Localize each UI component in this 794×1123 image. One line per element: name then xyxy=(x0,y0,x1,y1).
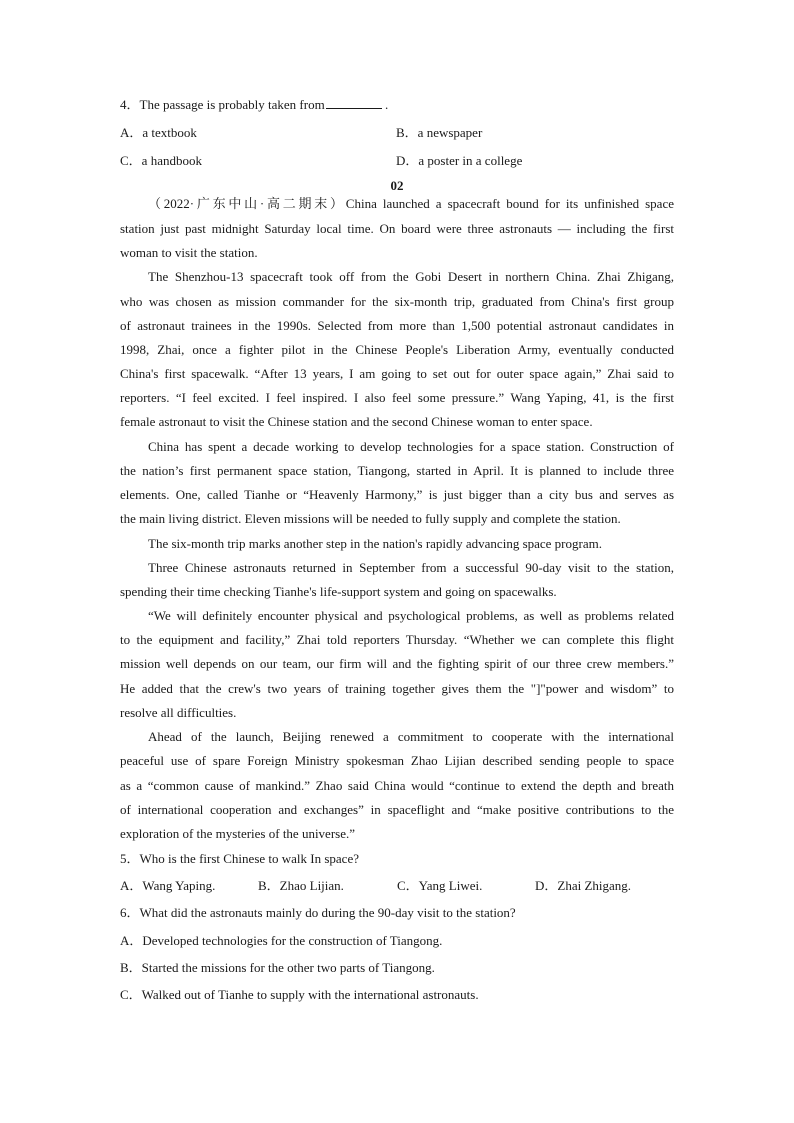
para-2-line: female astronaut to visit the Chinese station and the second Chinese woman to enter space. xyxy=(120,414,593,429)
question-5-option-d: D．Zhai Zhigang. xyxy=(535,878,632,893)
para-2-line: who was chosen as mission commander for the six-month trip, graduated from China's first group xyxy=(120,294,674,309)
question-6-option-b: B．Started the missions for the other two parts of Tiangong. xyxy=(120,960,435,975)
question-6-stem: 6．What did the astronauts mainly do during the 90-day visit to the station? xyxy=(120,905,516,920)
question-4-option-b: B．a newspaper xyxy=(396,125,483,140)
para-3-line: China has spent a decade working to develop technologies for a space station. Construction of xyxy=(148,439,674,454)
question-5-stem: 5．Who is the first Chinese to walk In space? xyxy=(120,851,359,866)
answer-blank xyxy=(326,97,382,109)
para-2-line: 1998, Zhai, once a fighter pilot in the Chinese People's Liberation Army, eventually conducted xyxy=(120,342,674,357)
para-4-line: The six-month trip marks another step in the nation's rapidly advancing space program. xyxy=(148,536,602,551)
para-3-line: the main living district. Eleven missions will be needed to fully supply and complete the station. xyxy=(120,511,621,526)
para-5-line: spending their time checking Tianhe's life-support system and going on spacewalks. xyxy=(120,584,557,599)
para-1-line: station just past midnight Saturday local time. On board were three astronauts — including the first xyxy=(120,221,674,236)
question-5-option-a: A．Wang Yaping. xyxy=(120,878,216,893)
section-number: 02 xyxy=(390,178,404,193)
question-5-option-b: B．Zhao Lijian. xyxy=(258,878,344,893)
para-6-line: mission well depends on our team, our firm will and the fighting spirit of our three crew members.” xyxy=(120,656,674,671)
para-6-line: He added that the crew's two years of training together gives them the "]"power and wisdom” to xyxy=(120,681,674,696)
para-2-line: of astronaut trainees in the 1990s. Selected from more than 1,500 potential astronaut candidates in xyxy=(120,318,674,333)
para-7-line: peaceful use of spare Foreign Ministry spokesman Zhao Lijian described sending people to space xyxy=(120,753,674,768)
question-6-option-a: A．Developed technologies for the construction of Tiangong. xyxy=(120,933,443,948)
para-5-line: Three Chinese astronauts returned in September from a successful 90-day visit to the station, xyxy=(148,560,674,575)
para-7-line: of international cooperation and exchanges” in spaceflight and “make positive contributions to the xyxy=(120,802,674,817)
para-3-line: the nation’s first permanent space station, Tiangong, started in April. It is planned to include three xyxy=(120,463,674,478)
question-4-text: 4．The passage is probably taken from xyxy=(120,97,325,112)
question-4-option-d: D．a poster in a college xyxy=(396,153,523,168)
para-6-line: to the equipment and facility,” Zhai told reporters Thursday. “Whether we can complete this flight xyxy=(120,632,674,647)
para-2-line: China's first spacewalk. “After 13 years, I am going to set out for outer space again,” Zhai said to xyxy=(120,366,674,381)
para-7-line: Ahead of the launch, Beijing renewed a commitment to cooperate with the international xyxy=(148,729,674,744)
para-2-line: reporters. “I feel excited. I feel inspired. I also feel some pressure.” Wang Yaping, 41, is the first xyxy=(120,390,674,405)
para-1-line: woman to visit the station. xyxy=(120,245,258,260)
para-6-line: resolve all difficulties. xyxy=(120,705,237,720)
para-7-line: as a “common cause of mankind.” Zhao said China would “continue to extend the depth and breath xyxy=(120,778,674,793)
question-4-period: . xyxy=(381,97,389,112)
question-4-stem xyxy=(120,97,674,113)
para-6-line: “We will definitely encounter physical and psychological problems, as well as problems related xyxy=(148,608,674,623)
para-7-line: exploration of the mysteries of the universe.” xyxy=(120,826,356,841)
question-4-option-a: A．a textbook xyxy=(120,125,197,140)
para-2-line: The Shenzhou-13 spacecraft took off from the Gobi Desert in northern China. Zhai Zhigang, xyxy=(148,269,674,284)
question-6-option-c: C．Walked out of Tianhe to supply with the international astronauts. xyxy=(120,987,479,1002)
question-4-option-c: C．a handbook xyxy=(120,153,202,168)
question-5-option-c: C．Yang Liwei. xyxy=(397,878,483,893)
para-1-line: （2022·广东中山·高二期末）China launched a spacecraft bound for its unfinished space xyxy=(148,196,674,211)
para-3-line: elements. One, called Tianhe or “Heavenly Harmony,” is just bigger than a city bus and serves as xyxy=(120,487,674,502)
